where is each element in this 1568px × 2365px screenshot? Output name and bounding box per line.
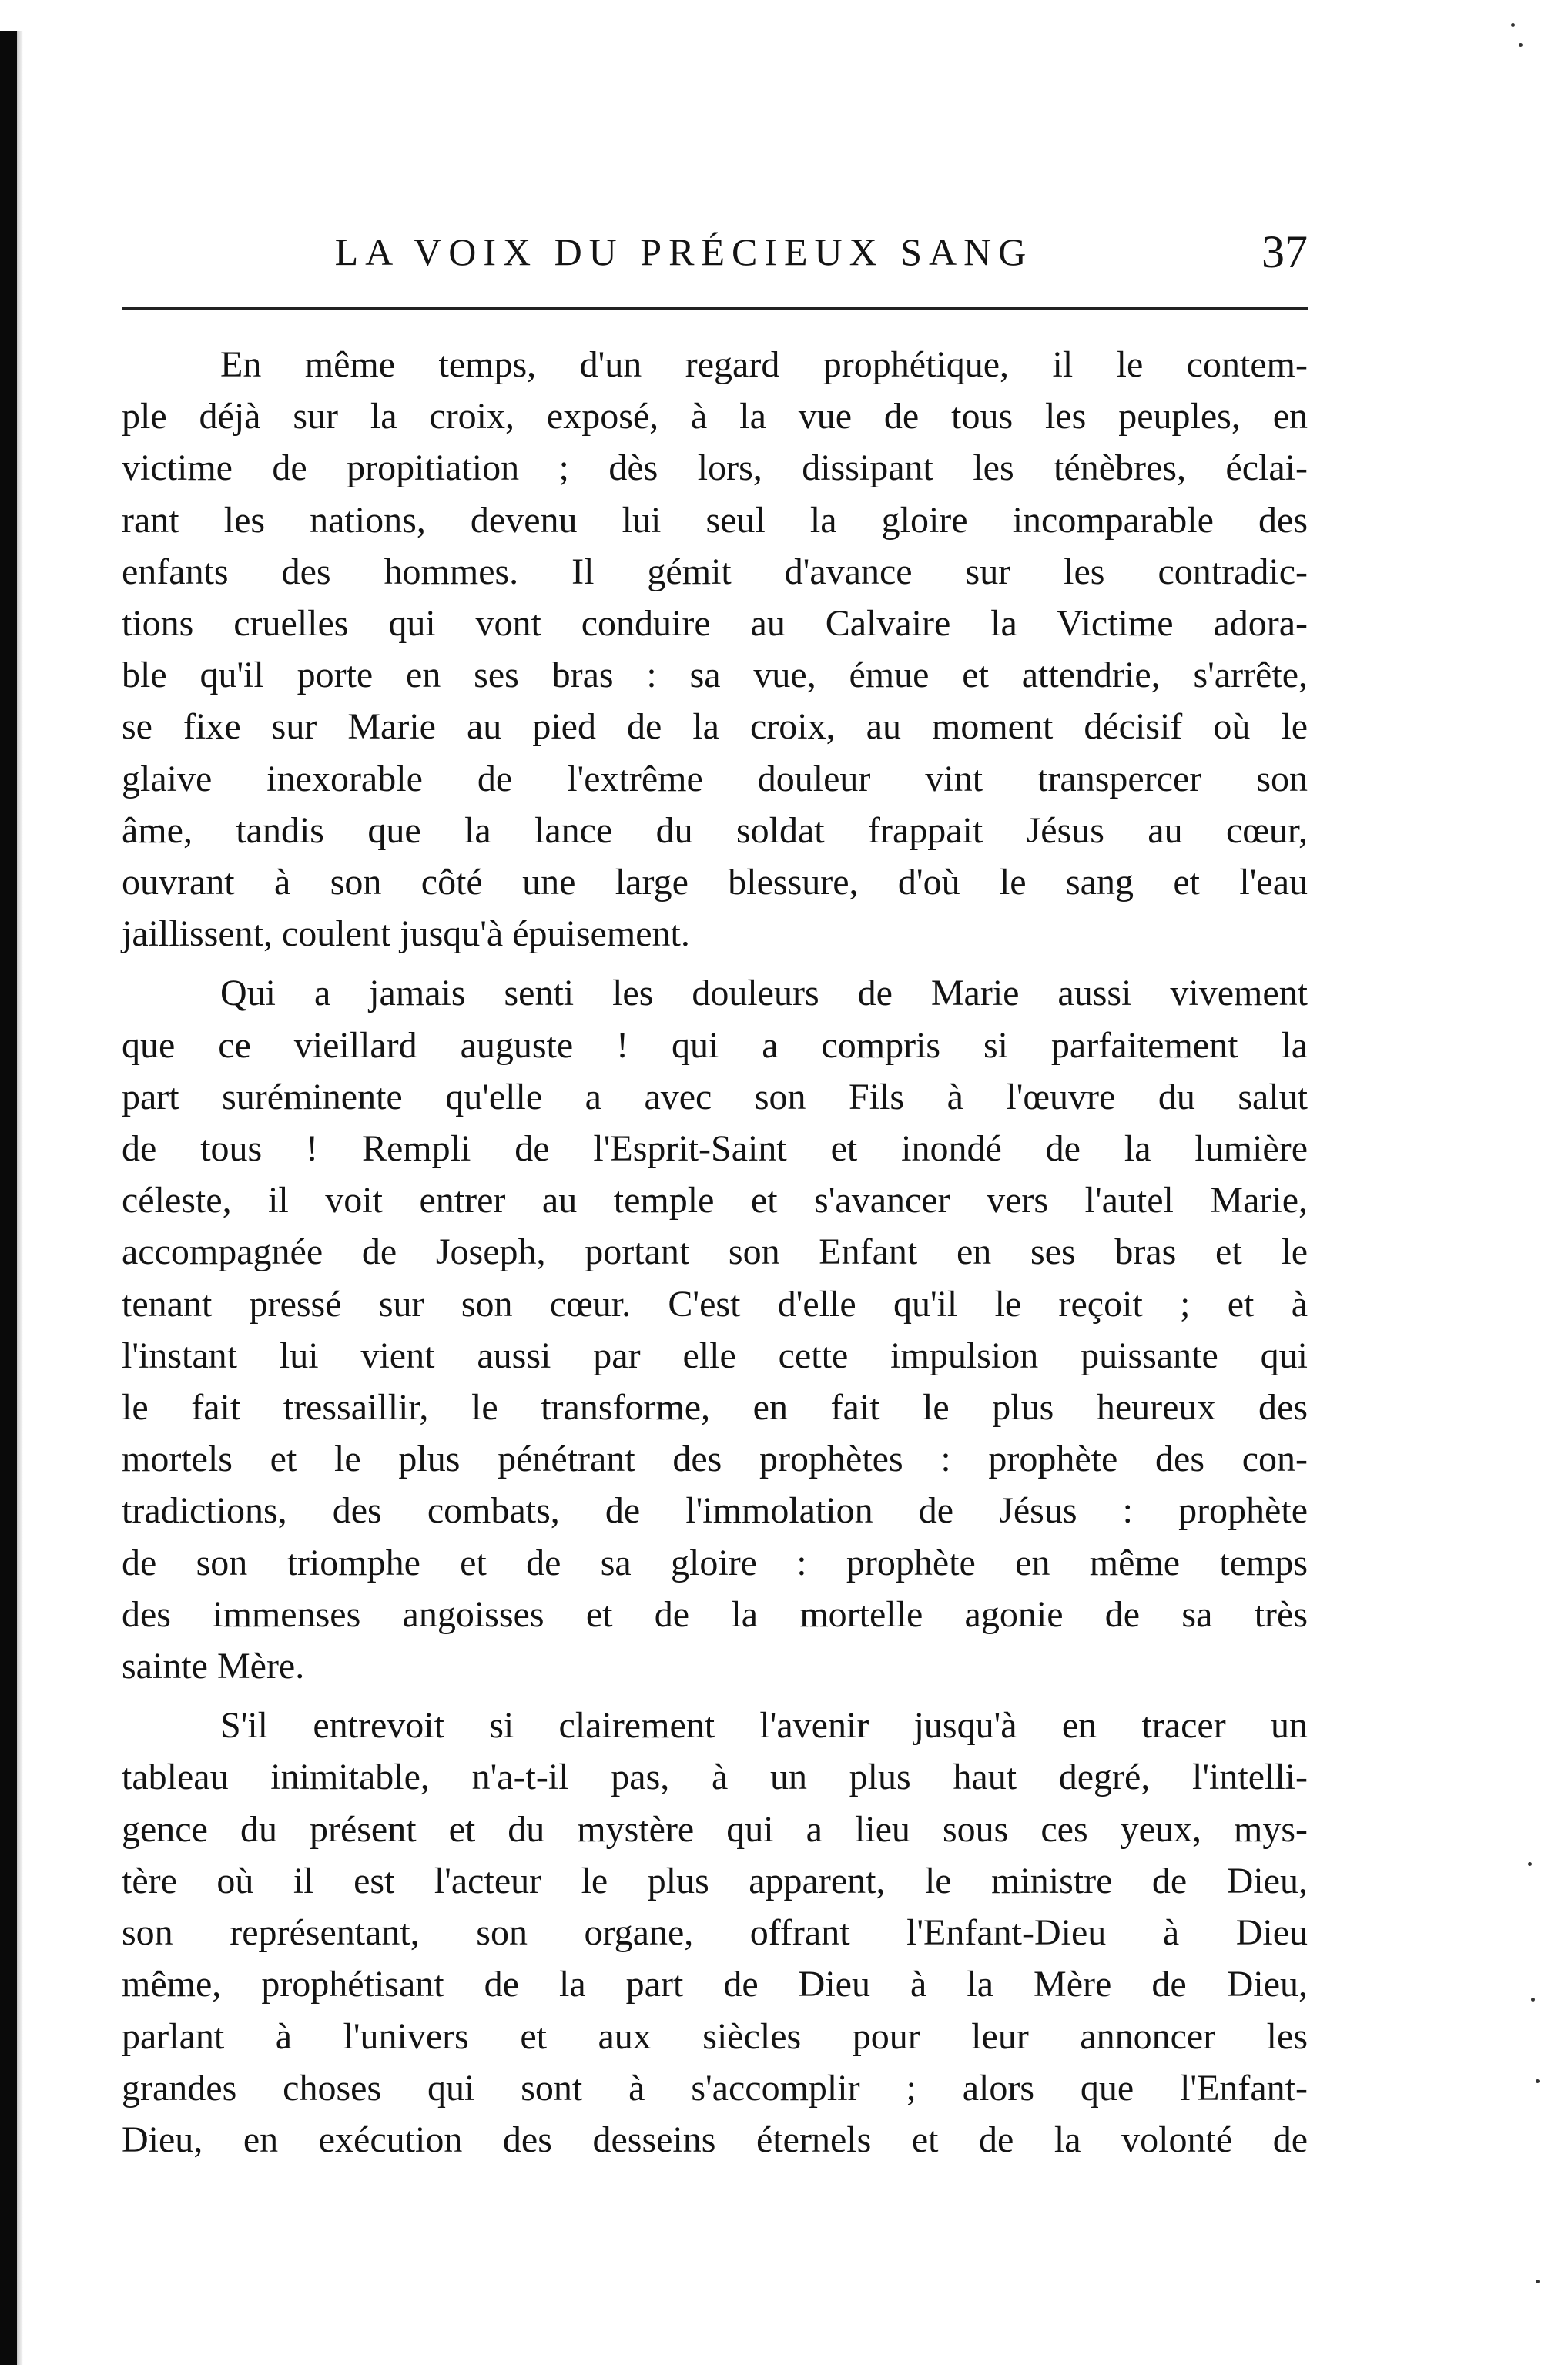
- page-header: [129, 225, 1308, 279]
- text-line: rant les nations, devenu lui seul la gloire incomparable des: [122, 499, 1308, 541]
- paragraph-1: [122, 339, 1308, 960]
- header-rule: [122, 307, 1308, 310]
- page-number: 37: [1261, 226, 1308, 277]
- text-line: céleste, il voit entrer au temple et s'avancer vers l'autel Marie,: [122, 1180, 1308, 1221]
- text-line: ble qu'il porte en ses bras : sa vue, émue et attendrie, s'arrête,: [122, 655, 1308, 696]
- paragraph-3: [122, 1700, 1308, 2166]
- text-line: parlant à l'univers et aux siècles pour leur annoncer les: [122, 2015, 1308, 2057]
- text-line: grandes choses qui sont à s'accomplir ; alors que l'Enfant-: [122, 2067, 1308, 2109]
- scan-speck: [1536, 2079, 1540, 2083]
- text-line: le fait tressaillir, le transforme, en fait le plus heureux des: [122, 1387, 1308, 1429]
- body-text: [122, 339, 1308, 2173]
- text-line: de tous ! Rempli de l'Esprit-Saint et inondé de la lumière: [122, 1128, 1308, 1170]
- text-line: que ce vieillard auguste ! qui a compris si parfaitement la: [122, 1024, 1308, 1066]
- text-line: son représentant, son organe, offrant l'Enfant-Dieu à Dieu: [122, 1912, 1308, 1954]
- text-line: ple déjà sur la croix, exposé, à la vue de tous les peuples, en: [122, 396, 1308, 437]
- text-line: S'il entrevoit si clairement l'avenir jusqu'à en tracer un: [220, 1705, 1308, 1747]
- text-line: enfants des hommes. Il gémit d'avance sur les contradic-: [122, 551, 1308, 592]
- text-line: ouvrant à son côté une large blessure, d'où le sang et l'eau: [122, 862, 1308, 903]
- text-line: tableau inimitable, n'a-t-il pas, à un plus haut degré, l'intelli-: [122, 1757, 1308, 1798]
- text-line: En même temps, d'un regard prophétique, il le contem-: [220, 344, 1308, 385]
- text-line: tradictions, des combats, de l'immolation de Jésus : prophète: [122, 1490, 1308, 1532]
- running-title: LA VOIX DU PRÉCIEUX SANG: [334, 230, 1034, 273]
- text-line: tère où il est l'acteur le plus apparent, le ministre de Dieu,: [122, 1860, 1308, 1901]
- text-line: des immenses angoisses et de la mortelle agonie de sa très: [122, 1593, 1308, 1635]
- paragraph-2: [122, 967, 1308, 1692]
- text-line: âme, tandis que la lance du soldat frappait Jésus au cœur,: [122, 809, 1308, 851]
- text-line: sainte Mère.: [122, 1646, 305, 1687]
- page-binding-shadow: [17, 31, 23, 2365]
- text-line: glaive inexorable de l'extrême douleur vint transpercer son: [122, 758, 1308, 799]
- text-line: victime de propitiation ; dès lors, dissipant les ténèbres, éclai-: [122, 447, 1308, 489]
- text-line: mortels et le plus pénétrant des prophètes : prophète des con-: [122, 1439, 1308, 1480]
- text-line: Dieu, en exécution des desseins éternels et de la volonté de: [122, 2119, 1308, 2160]
- text-line: accompagnée de Joseph, portant son Enfant en ses bras et le: [122, 1231, 1308, 1273]
- scan-speck: [1531, 1998, 1535, 2002]
- text-line: tions cruelles qui vont conduire au Calvaire la Victime adora-: [122, 603, 1308, 645]
- text-line: se fixe sur Marie au pied de la croix, au moment décisif où le: [122, 706, 1308, 748]
- scan-speck: [1528, 1862, 1532, 1866]
- text-line: jaillissent, coulent jusqu'à épuisement.: [122, 913, 690, 955]
- text-line: même, prophétisant de la part de Dieu à la Mère de Dieu,: [122, 1964, 1308, 2005]
- scan-speck: [1511, 23, 1515, 27]
- page-binding-edge: [0, 31, 17, 2365]
- scan-speck: [1536, 2280, 1540, 2283]
- text-line: part suréminente qu'elle a avec son Fils à l'œuvre du salut: [122, 1076, 1308, 1117]
- text-line: l'instant lui vient aussi par elle cette impulsion puissante qui: [122, 1335, 1308, 1376]
- scan-speck: [1519, 43, 1523, 47]
- text-line: tenant pressé sur son cœur. C'est d'elle qu'il le reçoit ; et à: [122, 1283, 1308, 1325]
- text-line: gence du présent et du mystère qui a lieu sous ces yeux, mys-: [122, 1808, 1308, 1850]
- text-line: Qui a jamais senti les douleurs de Marie aussi vivement: [220, 973, 1308, 1014]
- text-line: de son triomphe et de sa gloire : prophète en même temps: [122, 1542, 1308, 1583]
